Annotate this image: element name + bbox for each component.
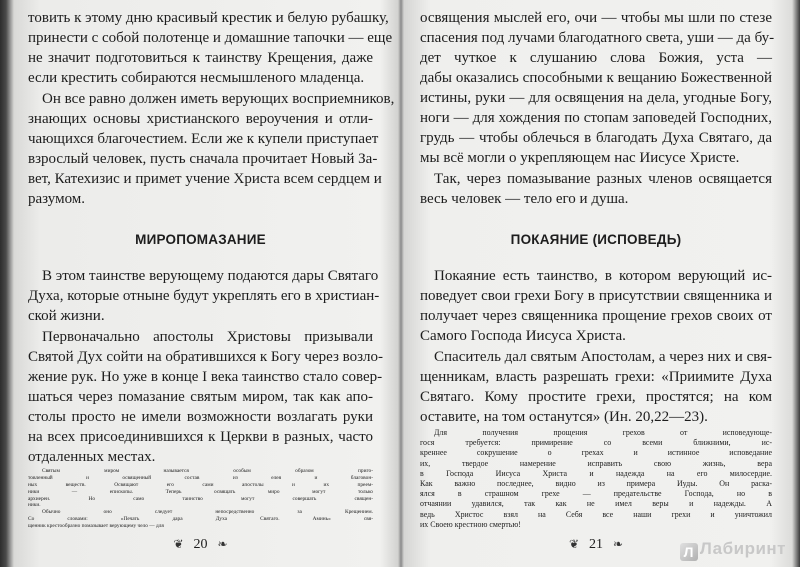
text-line: не значит подготовиться к таинству Крещения, даже: [28, 50, 373, 66]
ornament-icon: ❦: [173, 537, 184, 551]
text-line: истины, руки — для освящения на дела, угодные Богу,: [420, 90, 772, 106]
text-line: оставите, на том останутся» (Ин. 20,22—23).: [420, 409, 708, 425]
ornament-icon: ❦: [568, 537, 579, 551]
text-line: дет чуткое к слушанию слова Божия, уста —: [420, 50, 772, 66]
text-line: щенникам, власть разрешать грехи: «Приимите Духа: [420, 369, 772, 385]
text-line: ники — епископы. Теперь освящать миро могут только: [28, 488, 373, 495]
text-line: спасения под лучами благодатного света, уши — да бу-: [420, 30, 775, 46]
text-line: получает через священника прощение грехов своих от: [420, 308, 772, 324]
labirint-logo-icon: Л: [680, 543, 698, 561]
text-line: весь человек — тело его и душа.: [420, 191, 629, 207]
ornament-icon: ❧: [217, 537, 228, 551]
text-line: гося требуется: примирение со всеми ближними, ис-: [420, 438, 772, 448]
section-heading: МИРОПОМАЗАНИЕ: [135, 232, 266, 247]
text-line: взрослый человек, пусть сначала прочитает Новый За-: [28, 151, 378, 167]
text-line: ведь Христос взял на Себя все наши грехи и уничтожил: [420, 509, 772, 519]
text-line: Святым миром называется особым образом приго-: [42, 468, 373, 474]
text-line: Для получения прощения грехов от исповедующе-: [434, 428, 772, 437]
text-line: архиереи. Но само таинство могут совершать священ-: [28, 495, 373, 502]
text-line: ных веществ. Освящают его сами апостолы и их преем-: [28, 481, 373, 488]
text-line: Он все равно должен иметь верующих восприемников,: [42, 91, 395, 107]
text-line: чающихся благочестием. Если же к купели приступает: [28, 131, 379, 147]
text-line: Спаситель дал святым Апостолам, а через них и свя-: [434, 349, 772, 365]
text-line: Самого Господа Иисуса Христа.: [420, 328, 626, 344]
text-line: разумом.: [28, 191, 86, 207]
text-line: отдаленных местах.: [28, 449, 156, 465]
text-line: Как важно последнее, видно из примера Иуды. Он раска-: [420, 479, 772, 488]
text-line: в Господа Иисуса Христа и надежда на его милосердие.: [420, 468, 772, 478]
text-line: товить к этому дню красивый крестик и белую рубашку,: [28, 10, 389, 26]
text-line: щенник крестообразно помазывает верующему чело — для: [28, 523, 164, 530]
text-line: вет, Катехизис и примет учение Христа всем сердцем и: [28, 171, 382, 187]
text-line: дабы оказались способными к вещанию Божественной: [420, 70, 772, 86]
text-line: столы просто не имели возможности возлагать руки: [28, 409, 373, 425]
text-line: товленный и освященный состав из елея и благовон-: [28, 474, 373, 481]
text-line: знающих основы христианского вероучения и отли-: [28, 111, 373, 127]
text-line: В этом таинстве верующему подаются дары Святаго: [42, 268, 379, 284]
text-line: их Своею крестною смертью!: [420, 519, 521, 529]
page-number-left: [28, 537, 373, 553]
watermark-logo: [680, 539, 786, 561]
text-line: ноги — для хождения по стопам заповедей Господних,: [420, 110, 772, 126]
text-line: шаться через помазание святым миром, так как апо-: [28, 389, 373, 405]
text-line: ской жизни.: [28, 308, 105, 324]
text-line: грудь — чтобы облечься в благодать Духа Святаго, да: [420, 130, 772, 146]
text-line: Обычно оно следует непосредственно за Крещением.: [42, 509, 373, 516]
text-line: на всех присоединившихся к Церкви в разных, часто: [28, 429, 373, 445]
page-number: 20: [193, 537, 208, 552]
text-line: креннее сокрушение о грехах и истинное исповедание: [420, 448, 772, 458]
text-line: Первоначально апостолы Христовы призывали: [42, 329, 373, 345]
text-line: ялся в страшном грехе — предательстве Господа, но в: [420, 489, 772, 499]
text-line: Покаяние есть таинство, в котором верующий ис-: [434, 268, 772, 284]
text-line: Святой Дух сойти на обратившихся к Богу через возло-: [28, 349, 384, 365]
text-line: их, твердое намерение исправить свою жизнь, вера: [420, 458, 772, 468]
section-heading: ПОКАЯНИЕ (ИСПОВЕДЬ): [510, 232, 682, 247]
text-line: жение рук. Но уже в конце I века таинство стало совер-: [28, 369, 383, 385]
text-line: Духа, которые отныне будут укреплять его в христиан-: [28, 288, 380, 304]
text-line: принести с собой полотенце и домашние тапочки — еще: [28, 30, 393, 46]
page-number: 21: [589, 537, 603, 552]
text-line: Так, через помазывание разных членов освящается: [434, 171, 772, 187]
text-line: поведует свои грехи Богу в присутствии священника и: [420, 288, 772, 304]
ornament-icon: ❧: [613, 537, 624, 551]
text-line: отчаянии удавился, так как не имел веры и надежды. А: [420, 499, 772, 509]
text-line: если крестить собираются несмышленого младенца.: [28, 70, 365, 86]
text-line: Со словами: «Печать дара Духа Святаго. Аминь» свя-: [28, 516, 373, 523]
text-line: Святаго. Кому простите грехи, простятся; на ком: [420, 389, 772, 405]
watermark-text: Лабиринт: [699, 539, 786, 558]
text-line: мы всё могли о укрепляющем нас Иисусе Христе.: [420, 150, 740, 166]
text-line: ники.: [28, 502, 41, 509]
text-line: освящения мыслей его, очи — чтобы мы шли по стезе: [420, 10, 772, 26]
